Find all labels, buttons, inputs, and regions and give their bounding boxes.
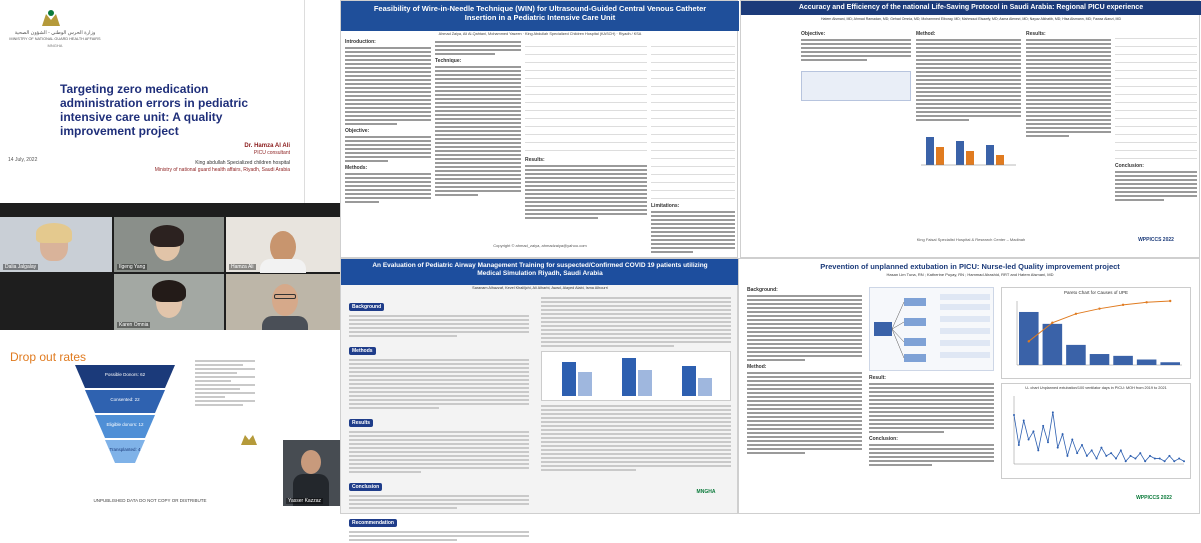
u-chart-point — [1115, 458, 1117, 460]
poster-accuracy-authors: Hatem Alsmani, MD; Ahmad Ramadan, MD; Gehad Omnia, MD; Mohammed Elboray, MD; Mahmoud Elsawfy, MD; Asma Alenezi, MD; Nayaz Alkhatib, MD; Hisa Alsmann, MD; Fawaz Alanzi, MD — [821, 17, 1121, 21]
airway-column-1 — [349, 295, 529, 543]
video-tile-6[interactable] — [283, 440, 340, 506]
u-chart-point — [1071, 439, 1073, 441]
u-chart-point — [1149, 455, 1151, 457]
u-chart-point — [1032, 430, 1034, 432]
accuracy-column-2 — [916, 31, 1021, 167]
u-chart-point — [1125, 460, 1127, 462]
accuracy-conclusion-label: Conclusion: — [1115, 163, 1144, 169]
funnel-label-2: Consented: 22 — [110, 397, 140, 402]
funnel-chart — [70, 360, 180, 470]
u-chart-point — [1105, 455, 1107, 457]
u-chart-line — [1014, 412, 1184, 461]
u-chart-title: U- chart Unplanned extubation/100 ventilator days in PICU: MOH from 2019 to 2021 — [1025, 386, 1167, 390]
u-chart-point — [1018, 444, 1020, 446]
u-chart-point — [1120, 449, 1122, 451]
pareto-bar — [1019, 312, 1039, 365]
poster-wire-authors: Ahmad Zaiya, Ali Al-Qahtani, Mohammed Yaseen · King Abdullah Specialized Children Hospital (KASCH) · Riyadh / KSA — [438, 32, 642, 36]
u-chart-point — [1013, 414, 1015, 416]
pareto-bar — [1066, 345, 1086, 365]
objective-label: Objective: — [345, 128, 370, 134]
pareto-cumulative-point — [1075, 313, 1077, 315]
dropout-logo-icon — [240, 430, 258, 446]
funnel-label-3: Eligible donors: 12 — [106, 422, 144, 427]
pareto-bar — [1043, 324, 1063, 365]
pareto-cumulative-point — [1028, 340, 1030, 342]
participant-hair — [152, 280, 186, 302]
participant-name: Yasser Kazzaz — [288, 498, 321, 504]
participant-name: Dalia Jalgalay — [5, 264, 37, 270]
methods-label: Methods: — [345, 165, 368, 171]
airway-chart — [541, 351, 731, 401]
pareto-title: Pareto Chart for Causes of UPE — [1063, 290, 1129, 295]
u-chart — [1001, 383, 1191, 479]
u-chart-point — [1168, 455, 1170, 457]
wire-column-3 — [525, 39, 647, 221]
extubation-background-label: Background: — [747, 287, 778, 293]
u-chart-point — [1154, 458, 1156, 460]
funnel-label-1: Possible Donors: 62 — [104, 372, 146, 377]
poster-accuracy-title: Accuracy and Efficiency of the national Life-Saving Protocol in Saudi Arabia: Regional PICU experience — [741, 1, 1201, 15]
poster-airway-title: An Evaluation of Pediatric Airway Management Training for suspected/Confirmed COVID 19 patients utilizing Medical Simulation Riyadh, Saudi Arabia — [341, 259, 739, 285]
video-tile-4[interactable] — [114, 274, 224, 330]
airway-section-recommendation: Recommendation — [349, 519, 397, 527]
accuracy-footer: King Faisal Specialist Hospital & Research Center – Madinah — [916, 237, 1026, 242]
dropout-slide — [0, 330, 340, 514]
participant-name: Ilgeng Yang — [119, 264, 146, 270]
pareto-cumulative-point — [1145, 301, 1147, 303]
pareto-bar — [1113, 356, 1133, 365]
airway-section-results: Results — [349, 419, 373, 427]
u-chart-point — [1100, 447, 1102, 449]
airway-section-conclusion: Conclusion — [349, 483, 382, 491]
u-chart-point — [1047, 441, 1049, 443]
presenter-slide — [0, 0, 305, 203]
poster-airway-authors: Saranam Alhazzaf, Kevel Khaliljchi, Ali Alharbi, Awad, Alayed Alabi, Isma Alhourri — [472, 286, 608, 290]
poster-extubation-title: Prevention of unplanned extubation in PICU: Nurse-led Quality improvement project — [820, 262, 1120, 271]
participant-face — [301, 450, 321, 474]
participant-hair — [150, 225, 184, 247]
u-chart-point — [1173, 460, 1175, 462]
dropout-footer: UNPUBLISHED DATA DO NOT COPY OR DISTRIBUTE — [93, 498, 207, 503]
u-chart-point — [1086, 455, 1088, 457]
pareto-cumulative-point — [1122, 304, 1124, 306]
intro-label: Introduction: — [345, 39, 376, 45]
u-chart-point — [1164, 460, 1166, 462]
u-chart-point — [1042, 425, 1044, 427]
extubation-column-2 — [869, 287, 994, 468]
wire-column-2 — [435, 39, 521, 198]
dropout-notes — [195, 358, 255, 408]
u-chart-point — [1028, 439, 1030, 441]
airway-logo: MNGHA — [696, 489, 716, 495]
u-chart-point — [1134, 458, 1136, 460]
u-chart-point — [1081, 444, 1083, 446]
pareto-chart — [1001, 287, 1191, 379]
results-label: Results: — [525, 157, 545, 163]
participant-name: Karen Omnia — [119, 322, 149, 328]
participant-glasses — [274, 294, 296, 299]
participant-name: Hamza Ali — [231, 264, 254, 270]
u-chart-point — [1076, 452, 1078, 454]
mngha-logo-icon — [40, 8, 62, 28]
u-chart-point — [1159, 458, 1161, 460]
accuracy-table — [1115, 31, 1197, 159]
poster-airway[interactable] — [340, 258, 738, 526]
accuracy-column-4 — [1115, 31, 1197, 203]
limitations-label: Limitations: — [651, 203, 680, 209]
pareto-cumulative-point — [1169, 300, 1171, 302]
video-tile-1[interactable] — [0, 217, 112, 272]
participant-hair — [36, 223, 72, 243]
funnel-label-4: Transplanted: 4 — [109, 447, 141, 452]
u-chart-point — [1130, 455, 1132, 457]
participant-face — [272, 284, 298, 316]
accuracy-diagram — [801, 71, 911, 101]
wire-column-1 — [345, 39, 431, 205]
u-chart-point — [1183, 460, 1185, 462]
poster-accuracy[interactable] — [740, 0, 1200, 258]
u-chart-point — [1110, 452, 1112, 454]
participant-body — [262, 316, 308, 330]
presentation-date: 14 July, 2022 — [8, 157, 38, 163]
accuracy-method-label: Method: — [916, 31, 936, 37]
presenter-name: Dr. Hamza Al Ali — [244, 143, 290, 149]
pareto-cumulative-point — [1098, 307, 1100, 309]
u-chart-point — [1023, 419, 1025, 421]
technique-label: Technique: — [435, 58, 462, 64]
u-chart-point — [1057, 447, 1059, 449]
pareto-bar — [1160, 362, 1180, 365]
wire-table-1 — [525, 39, 647, 151]
driver-diagram — [869, 287, 994, 371]
hospital-name: King abdullah Specialized children hospital — [195, 160, 290, 166]
accuracy-column-3 — [1026, 31, 1111, 139]
accuracy-results-label: Results: — [1026, 31, 1046, 37]
airway-column-2 — [541, 295, 731, 473]
accuracy-objective-label: Objective: — [801, 31, 826, 37]
accuracy-logo: WPPICCS 2022 — [1138, 237, 1174, 243]
ministry-ar: وزارة الحرس الوطني - الشؤون الصحية — [14, 30, 96, 36]
poster-wire-title: Feasibility of Wire-in-Needle Technique (WIN) for Ultrasound-Guided Central Venous Catheter Insertion in a Pediatric Intensive Care Unit — [341, 1, 739, 31]
u-chart-plot — [1002, 390, 1192, 474]
u-chart-point — [1062, 433, 1064, 435]
u-chart-point — [1052, 411, 1054, 413]
poster-wire-copyright: Copyright © ahmad_zaiya, ahmadzaiya@yahoo.com — [493, 243, 587, 248]
u-chart-point — [1091, 449, 1093, 451]
video-grid — [0, 203, 340, 330]
extubation-conclusion-label: Conclusion: — [869, 436, 898, 442]
extubation-logo: WPPICCS 2022 — [1136, 495, 1172, 501]
ministry-short: MNGHA — [47, 43, 63, 48]
airway-section-background: Background — [349, 303, 384, 311]
wire-table-2 — [651, 39, 735, 199]
pareto-bar — [1090, 354, 1110, 365]
pareto-bar — [1137, 360, 1157, 365]
accuracy-column-1 — [801, 31, 911, 63]
u-chart-point — [1066, 455, 1068, 457]
presenter-role: PICU consultant — [253, 150, 290, 156]
poster-extubation-authors: Hasan Lim Tuna, RN ; Katherine Puyay, RN ; Hammad Alrashid, RRT and Hatem Alsmani, MD — [886, 272, 1054, 277]
dropout-title: Drop out rates — [10, 350, 87, 364]
org-name: Ministry of national guard health affairs, Riyadh, Saudi Arabia — [154, 167, 290, 173]
video-tile-5[interactable] — [226, 274, 340, 330]
ministry-en: MINISTRY OF NATIONAL GUARD HEALTH AFFAIRS — [9, 37, 101, 41]
poster-wire-in-needle[interactable] — [340, 0, 738, 258]
video-tile-2[interactable] — [114, 217, 224, 272]
pareto-cumulative-point — [1051, 322, 1053, 324]
wire-column-4 — [651, 39, 735, 255]
airway-section-methods: Methods — [349, 347, 376, 355]
accuracy-bar-chart — [916, 127, 1021, 167]
extubation-method-label: Method: — [747, 364, 767, 370]
u-chart-point — [1144, 460, 1146, 462]
pareto-plot — [1002, 295, 1192, 375]
u-chart-point — [1139, 452, 1141, 454]
u-chart-point — [1096, 458, 1098, 460]
participant-body — [260, 259, 306, 273]
extubation-column-1 — [747, 287, 862, 456]
poster-extubation[interactable] — [738, 258, 1200, 514]
presentation-title: Targeting zero medication administration errors in pediatric intensive care unit: A quality improvement project — [60, 82, 249, 138]
u-chart-point — [1037, 449, 1039, 451]
u-chart-point — [1178, 458, 1180, 460]
extubation-result-label: Result: — [869, 375, 886, 381]
video-tile-3[interactable] — [226, 217, 340, 272]
